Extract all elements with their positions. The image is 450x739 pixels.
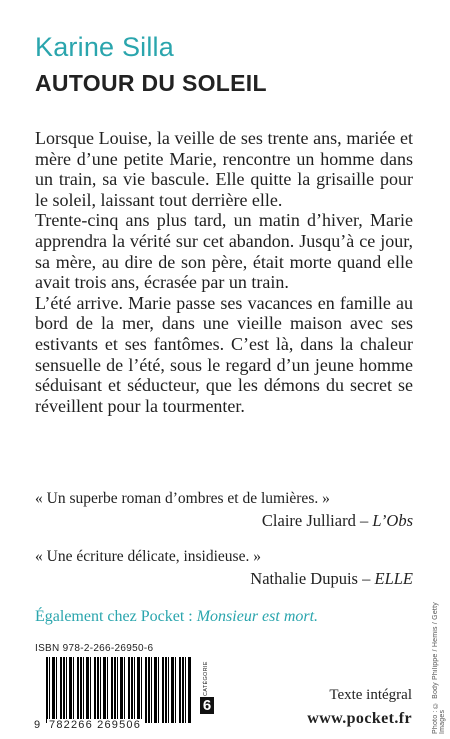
quote-author: Claire Julliard –	[261, 511, 373, 530]
quote-source	[35, 510, 413, 532]
quote-text: « Une écriture délicate, insidieuse. »	[35, 548, 261, 565]
barcode	[34, 657, 194, 735]
blurb-paragraph: L’été arrive. Marie passe ses vacances en famille au bord de la mer, dans une vieille maison avec ses estivants et ses fantômes. C’est là, dans la chaleur sensuelle de l’été, sous le regard d’un jeune homme séduisant et séducteur, que les démons du secret se réveillent pour la tourmenter.	[35, 292, 413, 416]
edition-note: Texte intégral	[329, 687, 412, 703]
category-label: CATÉGORIE	[203, 661, 209, 696]
blurb-paragraph: Lorsque Louise, la veille de ses trente ans, mariée et mère d’une petite Marie, rencontre un homme dans un train, sa vie bascule. Elle quitte la grisaille pour le soleil, laissant tout derrière elle.	[35, 128, 413, 210]
quote-publication: L’Obs	[372, 511, 413, 530]
category-badge	[200, 661, 214, 714]
quote-author: Nathalie Dupuis –	[250, 569, 375, 588]
photo-credit: Photo : © Body Philippe / Hemis / Getty Images	[432, 602, 446, 734]
author-name: Karine Silla	[35, 32, 174, 62]
book-title: AUTOUR DU SOLEIL	[35, 70, 267, 96]
also-by-author	[35, 608, 318, 626]
barcode-number: 782266 269506	[49, 719, 142, 731]
press-quote	[35, 488, 413, 532]
blurb-paragraph: Trente-cinq ans plus tard, un matin d’hiver, Marie apprendra la vérité sur cet abandon. Jusqu’à ce jour, sa mère, au dire de son père, était morte quand elle avait trois ans, écrasée par un train.	[35, 210, 413, 293]
publisher-website: www.pocket.fr	[307, 710, 412, 727]
category-number: 6	[200, 697, 214, 714]
quote-publication: ELLE	[374, 569, 413, 588]
also-book-title: Monsieur est mort.	[196, 608, 319, 625]
quote-source	[35, 568, 413, 590]
barcode-first-digit: 9	[34, 719, 42, 731]
isbn: ISBN 978-2-266-26950-6	[35, 643, 154, 654]
barcode-bars	[46, 657, 192, 723]
also-prefix: Également chez Pocket :	[35, 608, 197, 625]
back-cover-blurb	[35, 128, 413, 416]
quote-text: « Un superbe roman d’ombres et de lumières. »	[35, 490, 330, 507]
press-quote	[35, 546, 413, 590]
